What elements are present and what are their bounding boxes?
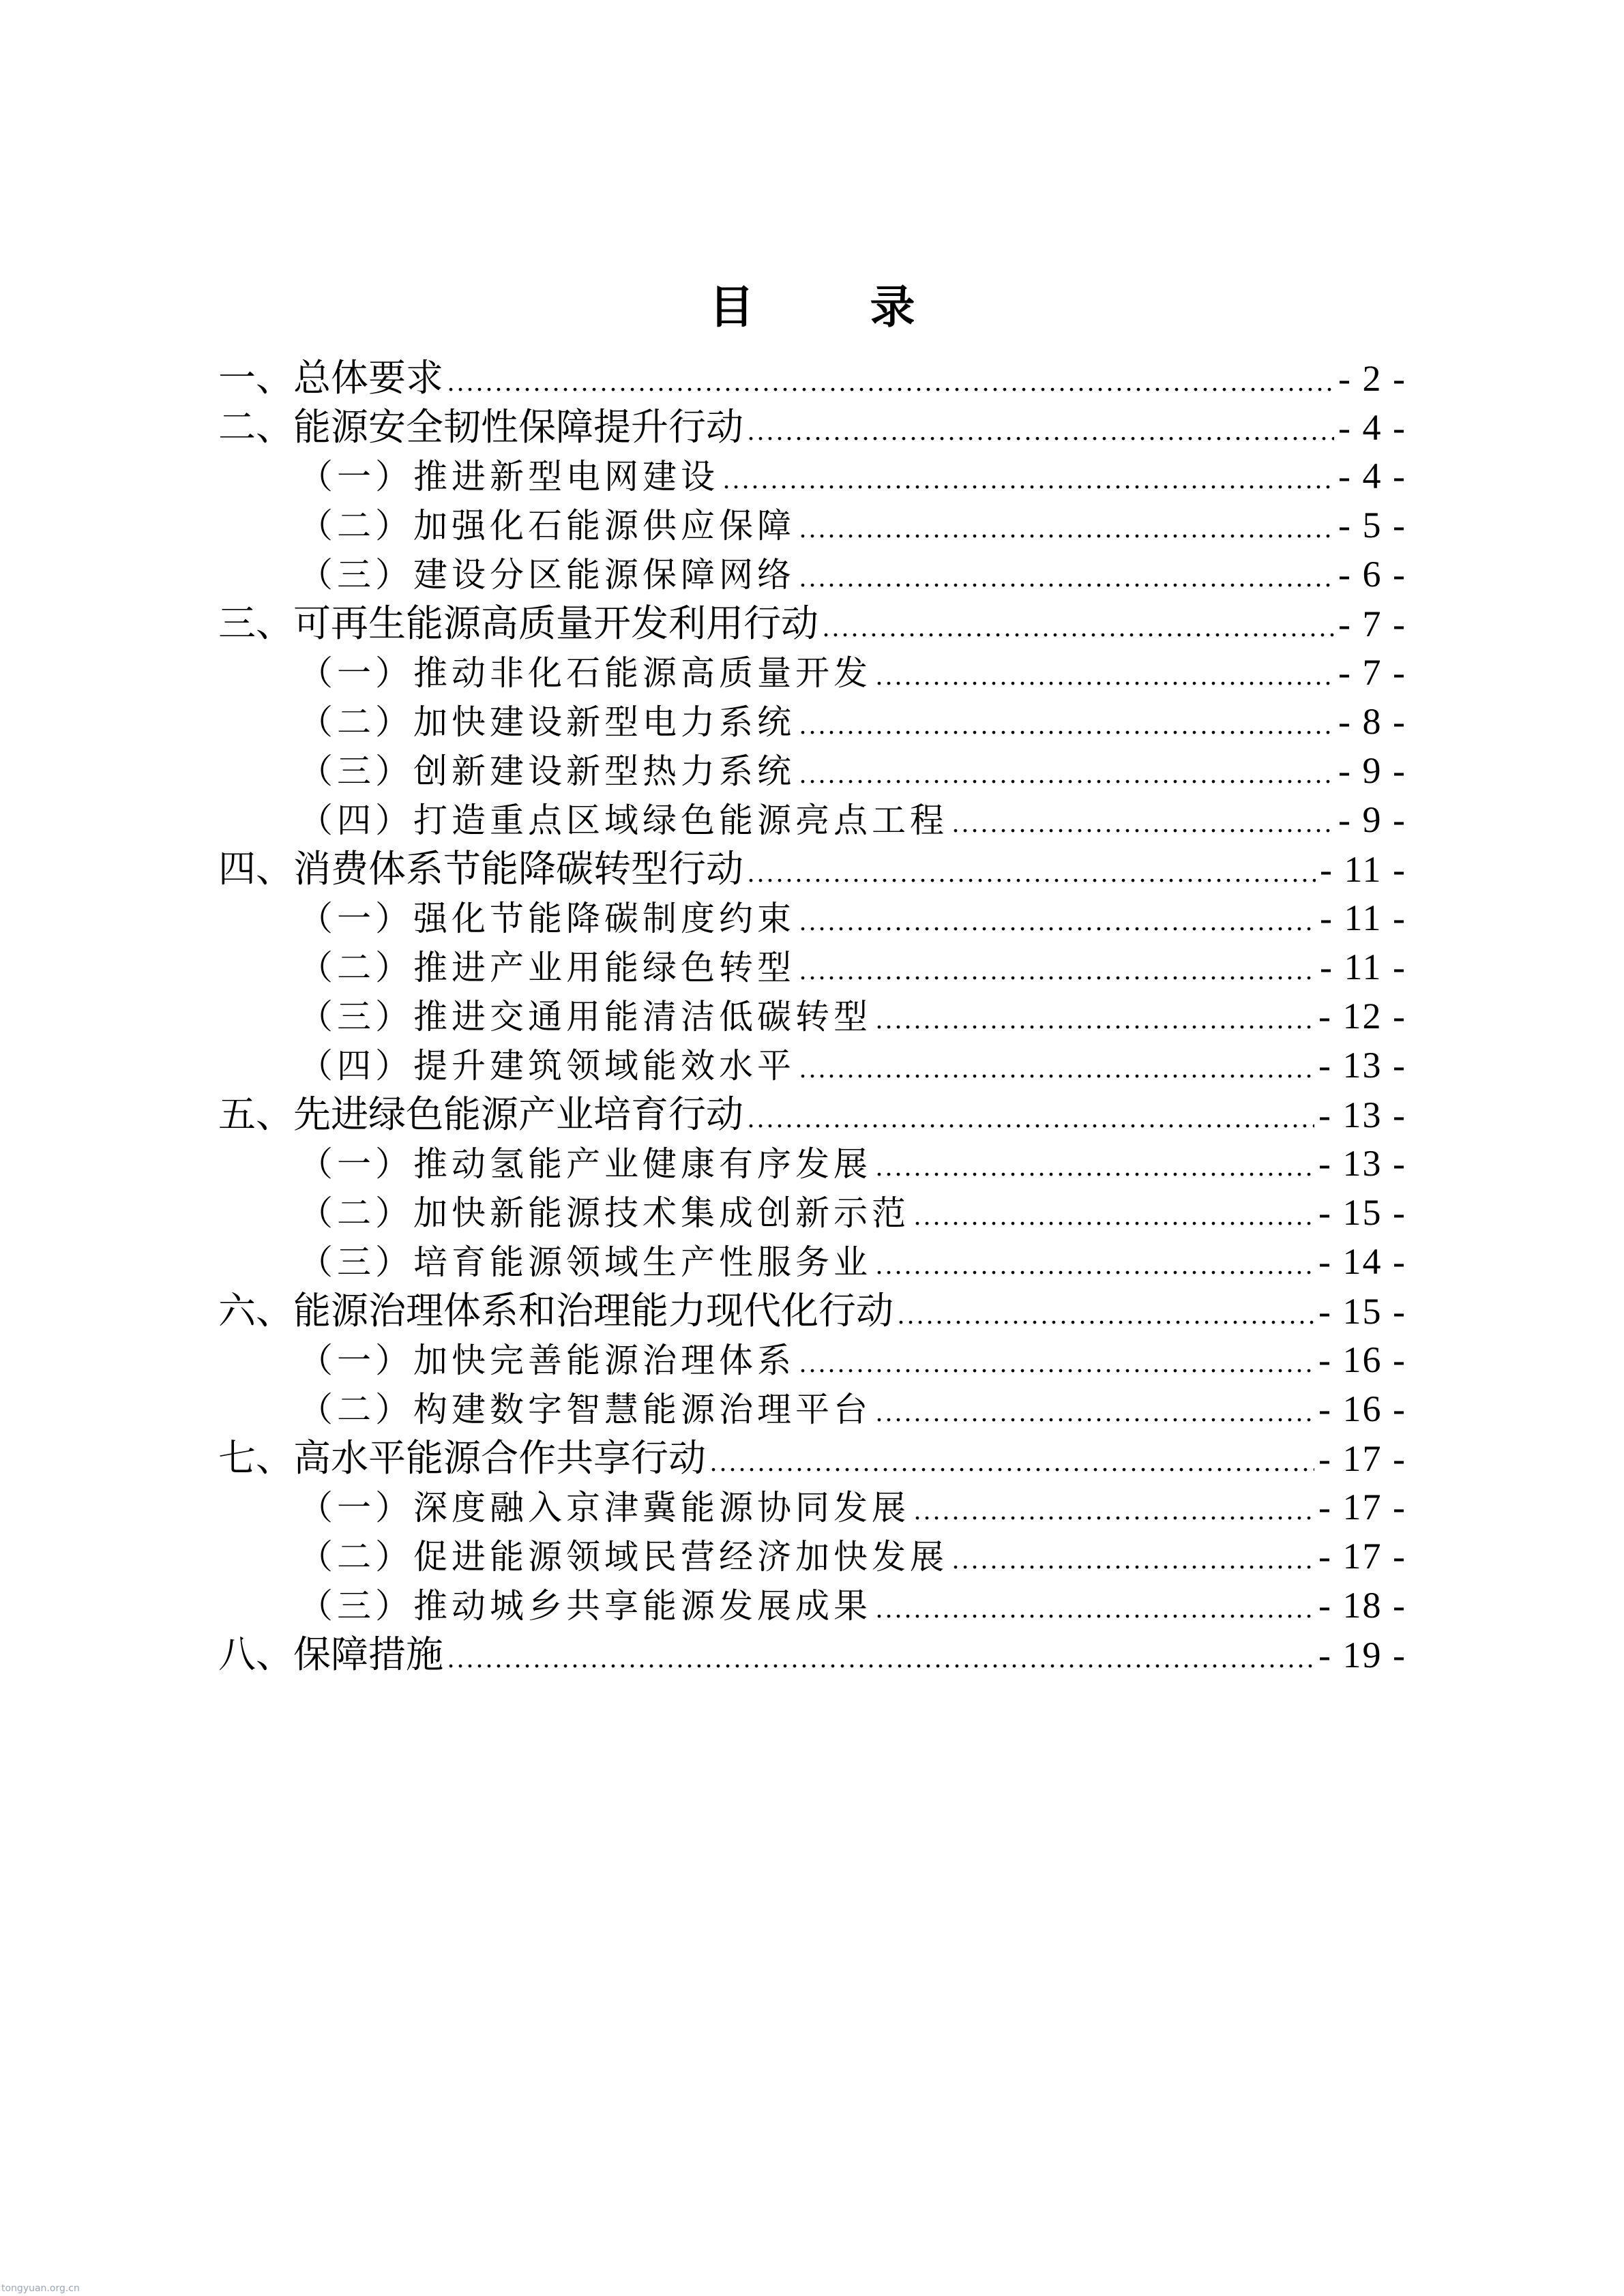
toc-entry-label: （三）创新建设新型热力系统 — [299, 751, 795, 791]
toc-dot-leader — [723, 455, 1334, 504]
toc-dot-leader — [876, 651, 1334, 700]
toc-page-number: - 16 - — [1318, 1388, 1406, 1429]
toc-page-number: - 13 - — [1318, 1045, 1406, 1086]
toc-dot-leader — [898, 1290, 1314, 1339]
toc-page-number: - 17 - — [1318, 1487, 1406, 1527]
toc-subsection-entry[interactable] — [218, 893, 1406, 942]
toc-page-number: - 5 - — [1338, 505, 1406, 546]
toc-dot-leader — [823, 603, 1334, 652]
toc-entry-label: （三）推动城乡共享能源发展成果 — [299, 1586, 872, 1626]
toc-section-entry[interactable] — [218, 844, 1406, 893]
toc-entry-label: （二）推进产业用能绿色转型 — [299, 948, 795, 987]
toc-entry-label: 七、高水平能源合作共享行动 — [218, 1436, 707, 1480]
toc-subsection-entry[interactable] — [218, 1188, 1406, 1237]
toc-entry-label: 四、消费体系节能降碳转型行动 — [218, 847, 744, 891]
toc-dot-leader — [876, 995, 1314, 1044]
toc-section-entry[interactable] — [218, 353, 1406, 402]
toc-entry-label: （四）打造重点区域绿色能源亮点工程 — [299, 801, 948, 840]
toc-page-number: - 13 - — [1318, 1094, 1406, 1135]
toc-entry-label: （一）推进新型电网建设 — [299, 457, 719, 496]
toc-subsection-entry[interactable] — [218, 942, 1406, 992]
toc-subsection-entry[interactable] — [218, 1335, 1406, 1384]
toc-page-number: - 15 - — [1318, 1192, 1406, 1233]
toc-page-number: - 2 - — [1338, 358, 1406, 399]
toc-dot-leader — [876, 1584, 1314, 1633]
toc-subsection-entry[interactable] — [218, 795, 1406, 844]
toc-page-number: - 19 - — [1318, 1635, 1406, 1675]
toc-dot-leader — [876, 1142, 1314, 1191]
watermark-text: tongyuan.org.cn — [1, 2283, 80, 2294]
page-title: 目 录 — [709, 280, 951, 333]
toc-dot-leader — [748, 1094, 1314, 1143]
toc-page-number: - 4 - — [1338, 407, 1406, 448]
toc-section-entry[interactable] — [218, 1630, 1406, 1679]
toc-page-number: - 12 - — [1318, 996, 1406, 1037]
toc-entry-label: 二、能源安全韧性保障提升行动 — [218, 405, 744, 449]
toc-dot-leader — [799, 1044, 1314, 1093]
toc-dot-leader — [799, 700, 1334, 749]
toc-section-entry[interactable] — [218, 402, 1406, 451]
toc-dot-leader — [952, 799, 1334, 848]
toc-entry-label: （四）提升建筑领域能效水平 — [299, 1046, 795, 1086]
toc-page-number: - 6 - — [1338, 554, 1406, 595]
toc-dot-leader — [799, 553, 1334, 602]
toc-section-entry[interactable] — [218, 1286, 1406, 1335]
toc-page-number: - 14 - — [1318, 1241, 1406, 1282]
toc-subsection-entry[interactable] — [218, 992, 1406, 1041]
toc-entry-label: 五、先进绿色能源产业培育行动 — [218, 1092, 744, 1136]
toc-page-number: - 8 - — [1338, 701, 1406, 742]
toc-page-number: - 11 - — [1320, 946, 1406, 987]
toc-dot-leader — [748, 848, 1316, 897]
toc-entry-label: （三）推进交通用能清洁低碳转型 — [299, 997, 872, 1037]
toc-dot-leader — [799, 749, 1334, 799]
toc-entry-label: 一、总体要求 — [218, 356, 444, 400]
toc-subsection-entry[interactable] — [218, 1482, 1406, 1532]
toc-page-number: - 11 - — [1320, 849, 1406, 890]
toc-entry-label: （一）推动非化石能源高质量开发 — [299, 653, 872, 693]
toc-dot-leader — [952, 1535, 1314, 1584]
toc-section-entry[interactable] — [218, 1433, 1406, 1482]
toc-entry-label: （二）构建数字智慧能源治理平台 — [299, 1390, 872, 1429]
table-of-contents — [218, 353, 1406, 1679]
toc-dot-leader — [876, 1240, 1314, 1289]
toc-subsection-entry[interactable] — [218, 1237, 1406, 1286]
toc-dot-leader — [748, 406, 1334, 456]
toc-entry-label: （一）强化节能降碳制度约束 — [299, 899, 795, 938]
toc-dot-leader — [914, 1191, 1314, 1240]
toc-page-number: - 7 - — [1338, 652, 1406, 693]
toc-section-entry[interactable] — [218, 1090, 1406, 1139]
toc-dot-leader — [447, 357, 1334, 406]
toc-dot-leader — [799, 897, 1316, 946]
toc-entry-label: （一）深度融入京津冀能源协同发展 — [299, 1488, 910, 1527]
toc-page-number: - 7 - — [1338, 603, 1406, 644]
toc-page-number: - 4 - — [1338, 456, 1406, 496]
toc-page-number: - 13 - — [1318, 1143, 1406, 1184]
toc-dot-leader — [914, 1486, 1314, 1535]
toc-entry-label: （二）促进能源领域民营经济加快发展 — [299, 1537, 948, 1577]
toc-entry-label: （二）加快新能源技术集成创新示范 — [299, 1193, 910, 1233]
toc-entry-label: （三）建设分区能源保障网络 — [299, 555, 795, 595]
toc-entry-label: 八、保障措施 — [218, 1632, 444, 1676]
toc-dot-leader — [799, 1339, 1314, 1388]
toc-subsection-entry[interactable] — [218, 1384, 1406, 1433]
toc-page-number: - 9 - — [1338, 799, 1406, 840]
toc-page-number: - 16 - — [1318, 1339, 1406, 1380]
toc-subsection-entry[interactable] — [218, 1041, 1406, 1090]
toc-entry-label: （一）推动氢能产业健康有序发展 — [299, 1144, 872, 1184]
toc-subsection-entry[interactable] — [218, 1139, 1406, 1188]
toc-section-entry[interactable] — [218, 599, 1406, 648]
toc-subsection-entry[interactable] — [218, 1532, 1406, 1581]
toc-page-number: - 17 - — [1318, 1536, 1406, 1577]
toc-subsection-entry[interactable] — [218, 550, 1406, 599]
toc-dot-leader — [710, 1437, 1314, 1487]
toc-subsection-entry[interactable] — [218, 1581, 1406, 1630]
toc-subsection-entry[interactable] — [218, 501, 1406, 550]
toc-dot-leader — [799, 946, 1316, 995]
toc-page-number: - 17 - — [1318, 1438, 1406, 1479]
toc-dot-leader — [447, 1634, 1314, 1683]
toc-entry-label: 六、能源治理体系和治理能力现代化行动 — [218, 1289, 894, 1332]
toc-page-number: - 18 - — [1318, 1585, 1406, 1626]
toc-entry-label: （二）加强化石能源供应保障 — [299, 506, 795, 546]
toc-subsection-entry[interactable] — [218, 746, 1406, 795]
toc-dot-leader — [876, 1388, 1314, 1437]
toc-entry-label: （一）加快完善能源治理体系 — [299, 1341, 795, 1380]
toc-subsection-entry[interactable] — [218, 648, 1406, 697]
toc-dot-leader — [799, 504, 1334, 553]
toc-page-number: - 11 - — [1320, 897, 1406, 938]
toc-subsection-entry[interactable] — [218, 451, 1406, 501]
toc-entry-label: （二）加快建设新型电力系统 — [299, 702, 795, 742]
toc-entry-label: （三）培育能源领域生产性服务业 — [299, 1242, 872, 1282]
toc-page-number: - 9 - — [1338, 750, 1406, 791]
toc-entry-label: 三、可再生能源高质量开发利用行动 — [218, 601, 819, 645]
toc-page-number: - 15 - — [1318, 1291, 1406, 1332]
toc-subsection-entry[interactable] — [218, 697, 1406, 746]
